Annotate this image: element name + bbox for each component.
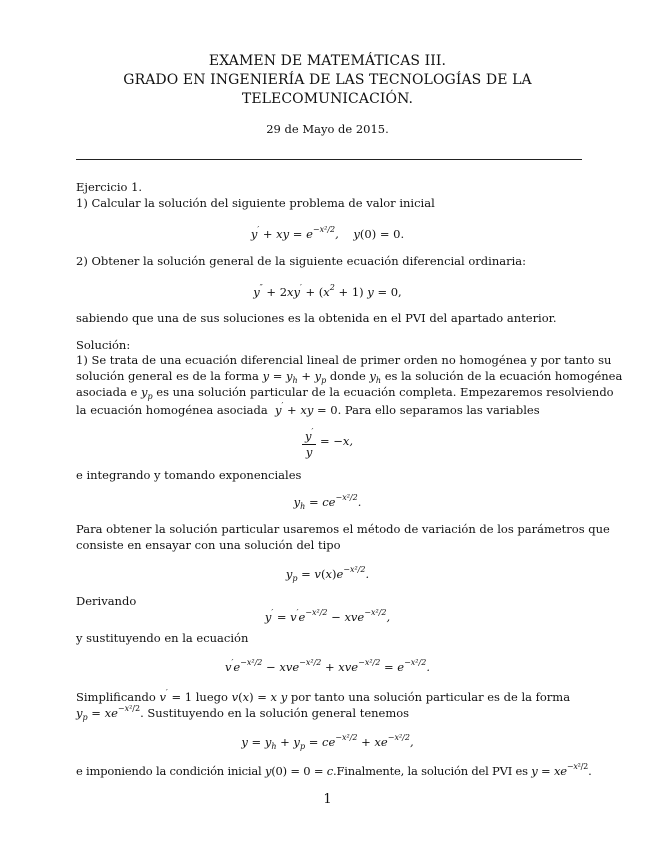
deriving-text: Derivando [76,594,137,608]
imposing-text-b: Finalmente, la solución del PVI es [336,764,528,778]
equation-derivative: $y' = v'e^{-x^2/2} - xve^{-x^2/2}$, [264,608,391,624]
solution-p1-line1: 1) Se trata de una ecuación diferencial lineal de primer orden no homogénea y por tanto su [76,353,612,367]
header-divider [76,159,582,160]
equation-homogeneous-solution: $y_h = ce^{-x^2/2}$. [293,493,362,511]
exercise-knowing: sabiendo que una de sus soluciones es la obtenida en el PVI del apartado anterior. [76,311,557,325]
solution-p2-line1: Para obtener la solución particular usaremos el método de variación de los parámetros que [76,522,610,536]
title-line-3: TELECOMUNICACIÓN. [241,91,414,107]
simplifying-line1: Simplificando v′ = 1 luego v(x) = x y por tanto una solución particular es de la forma [76,688,571,704]
equation-substitution: $v'e^{-x^2/2} - xve^{-x^2/2} + xve^{-x^2/2} = e^{-x^2/2}$. [225,658,430,674]
simpl-text-b: luego [195,690,228,704]
simpl2-text: Sustituyendo en la solución general tenemos [147,706,410,720]
p1-l3-text-b: es una solución particular de la ecuación completa. Empezaremos resolviendo [156,385,614,399]
solution-p1-line3: asociada e $y_p$ es una solución particular de la ecuación completa. Empezaremos resolviendo [76,385,614,401]
equation-second-order: $y'' + 2xy' + (x^2 + 1) y = 0$, [253,283,402,299]
simpl-text-a: Simplificando [76,690,156,704]
p1-l4-text-b: Para ello separamos las variables [344,403,540,417]
imposing-text-a: e imponiendo la condición inicial [76,764,262,778]
exercise-part-1: 1) Calcular la solución del siguiente problema de valor inicial [76,196,435,210]
equation-ivp: y′ + xy = $e^{-x^2/2}$, y(0) = 0. [250,225,405,241]
integrating-text: e integrando y tomando exponenciales [76,468,302,482]
p1-l2-text-b: donde [329,369,366,383]
p1-l4-text-a: la ecuación homogénea asociada [76,403,268,417]
solution-p2-line2: consiste en ensayar con una solución del tipo [76,538,341,552]
p1-l3-text-a: asociada e [76,385,138,399]
solution-p1-line2: solución general es de la forma $y = y_h + y_p$ donde $y_h$ es la solución de la ecuación homogénea [76,369,623,385]
exam-date: 29 de Mayo de 2015. [266,122,389,136]
exam-title [0,52,655,109]
imposing-line: e imponiendo la condición inicial y(0) = 0 = c.Finalmente, la solución del PVI es $y = xe^{-x^2/2}$. [76,762,592,778]
solution-heading: Solución: [76,338,131,352]
simplifying-line2: $y_p = xe^{-x^2/2}$. Sustituyendo en la solución general tenemos [76,704,410,722]
equation-separation: $\frac{y'}{y}$ = −x, [0,424,655,460]
solution-p1-line4: la ecuación homogénea asociada y′ + xy = 0. Para ello separamos las variables [76,401,540,417]
equation-general-solution: $y = y_h + y_p = ce^{-x^2/2} + xe^{-x^2/2}$, [241,733,414,751]
exercise-heading: Ejercicio 1. [76,180,143,194]
exercise-part-2: 2) Obtener la solución general de la siguiente ecuación diferencial ordinaria: [76,254,527,268]
title-line-2: GRADO EN INGENIERÍA DE LAS TECNOLOGÍAS DE LA [123,72,532,88]
equation-particular-form: $y_p = v(x)e^{-x^2/2}$. [285,565,370,583]
p1-l2-text-a: solución general es de la forma [76,369,259,383]
simpl-text-c: por tanto una solución particular es de la forma [290,690,571,704]
title-line-1: EXAMEN DE MATEMÁTICAS III. [208,53,447,69]
page-number: 1 [323,792,332,807]
p1-l2-text-c: es la solución de la ecuación homogénea [384,369,623,383]
substituting-text: y sustituyendo en la ecuación [76,631,249,645]
